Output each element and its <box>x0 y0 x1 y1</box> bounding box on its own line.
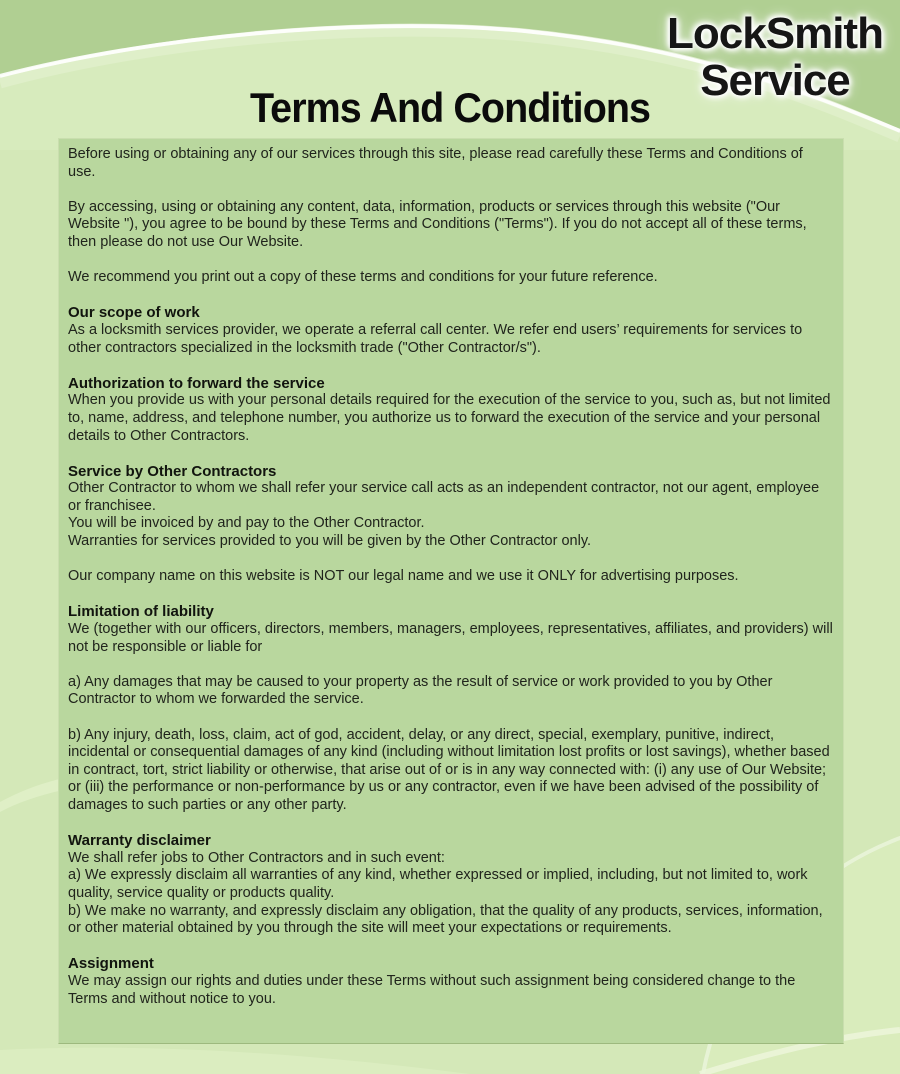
section-paragraph: Before using or obtaining any of our services through this site, please read carefully these Terms and Conditions of use. <box>68 146 803 180</box>
section-paragraph: a) Any damages that may be caused to your property as the result of service or work provided to you by Other Contractor to whom we forwarded the service. <box>68 673 773 708</box>
section-paragraph: b) We make no warranty, and expressly disclaim any obligation, that the quality of any products, services, information, or other material obtained by you through the site will meet your expectations or requirements. <box>68 902 823 937</box>
terms-content <box>58 138 844 1044</box>
section-heading: Limitation of liability <box>68 603 214 621</box>
section-paragraph: We may assign our rights and duties under these Terms without such assignment being considered change to the Terms and without notice to you. <box>68 972 796 1007</box>
section-heading: Authorization to forward the service <box>68 374 325 392</box>
terms-section <box>68 463 834 551</box>
section-paragraph: We recommend you print out a copy of these terms and conditions for your future reference. <box>68 269 658 286</box>
section-paragraph: We shall refer jobs to Other Contractors and in such event: <box>68 849 445 866</box>
section-heading: Assignment <box>68 955 154 973</box>
section-paragraph: b) Any injury, death, loss, claim, act of god, accident, delay, or any direct, special, exemplary, punitive, indirect, incidental or consequential damages of any kind (including without limitation lost profits or lost savings), whether based in contract, tort, strict liability or otherwise, that arise out of or is in any way connected with: (i) any use of Our Website; or (iii) the performance or non-performance by us or any contractor, even if we have been advised of the possibility of damages to such parties or any other party. <box>68 726 830 813</box>
terms-section <box>68 674 834 709</box>
logo-line-2: Service <box>700 56 850 105</box>
section-heading: Warranty disclaimer <box>68 832 211 850</box>
section-paragraph: As a locksmith services provider, we operate a referral call center. We refer end users’ requirements for services to other contractors specialized in the locksmith trade ("Other Contractor/s"). <box>68 321 803 356</box>
bottom-left-wave <box>0 1048 470 1074</box>
section-heading: Service by Other Contractors <box>68 462 277 480</box>
section-paragraph: By accessing, using or obtaining any content, data, information, products or services through this website ("Our Website "), you agree to be bound by these Terms and Conditions ("Terms"). If you do not accept all of these terms, then please do not use Our Website. <box>68 198 807 250</box>
terms-section <box>68 568 834 586</box>
terms-section <box>68 304 834 357</box>
terms-section <box>68 727 834 815</box>
section-heading: Our scope of work <box>68 304 200 322</box>
section-paragraph: Warranties for services provided to you will be given by the Other Contractor only. <box>68 533 592 550</box>
terms-section <box>68 955 834 1008</box>
section-paragraph: We (together with our officers, directors, members, managers, employees, representatives, affiliates, and providers) will not be responsible or liable for <box>68 621 833 655</box>
section-paragraph: Other Contractor to whom we shall refer your service call acts as an independent contractor, not our agent, employee or franchisee. <box>68 480 820 514</box>
terms-section <box>68 199 834 252</box>
terms-section <box>68 832 834 938</box>
section-paragraph: You will be invoiced by and pay to the Other Contractor. <box>68 515 425 532</box>
section-paragraph: a) We expressly disclaim all warranties of any kind, whether expressed or implied, including, but not limited to, work quality, service quality or products quality. <box>68 867 808 901</box>
section-paragraph: When you provide us with your personal details required for the execution of the service to you, such as, but not limited to, name, address, and telephone number, you authorize us to forward the execution of the service and your personal details to Other Contractors. <box>68 392 831 444</box>
terms-section <box>68 269 834 287</box>
logo-line-1: LockSmith <box>667 9 883 58</box>
terms-section <box>68 146 834 181</box>
terms-section <box>68 603 834 656</box>
page-title: Terms And Conditions <box>249 84 651 131</box>
terms-section <box>68 375 834 445</box>
section-paragraph: Our company name on this website is NOT our legal name and we use it ONLY for advertising purposes. <box>68 568 739 585</box>
